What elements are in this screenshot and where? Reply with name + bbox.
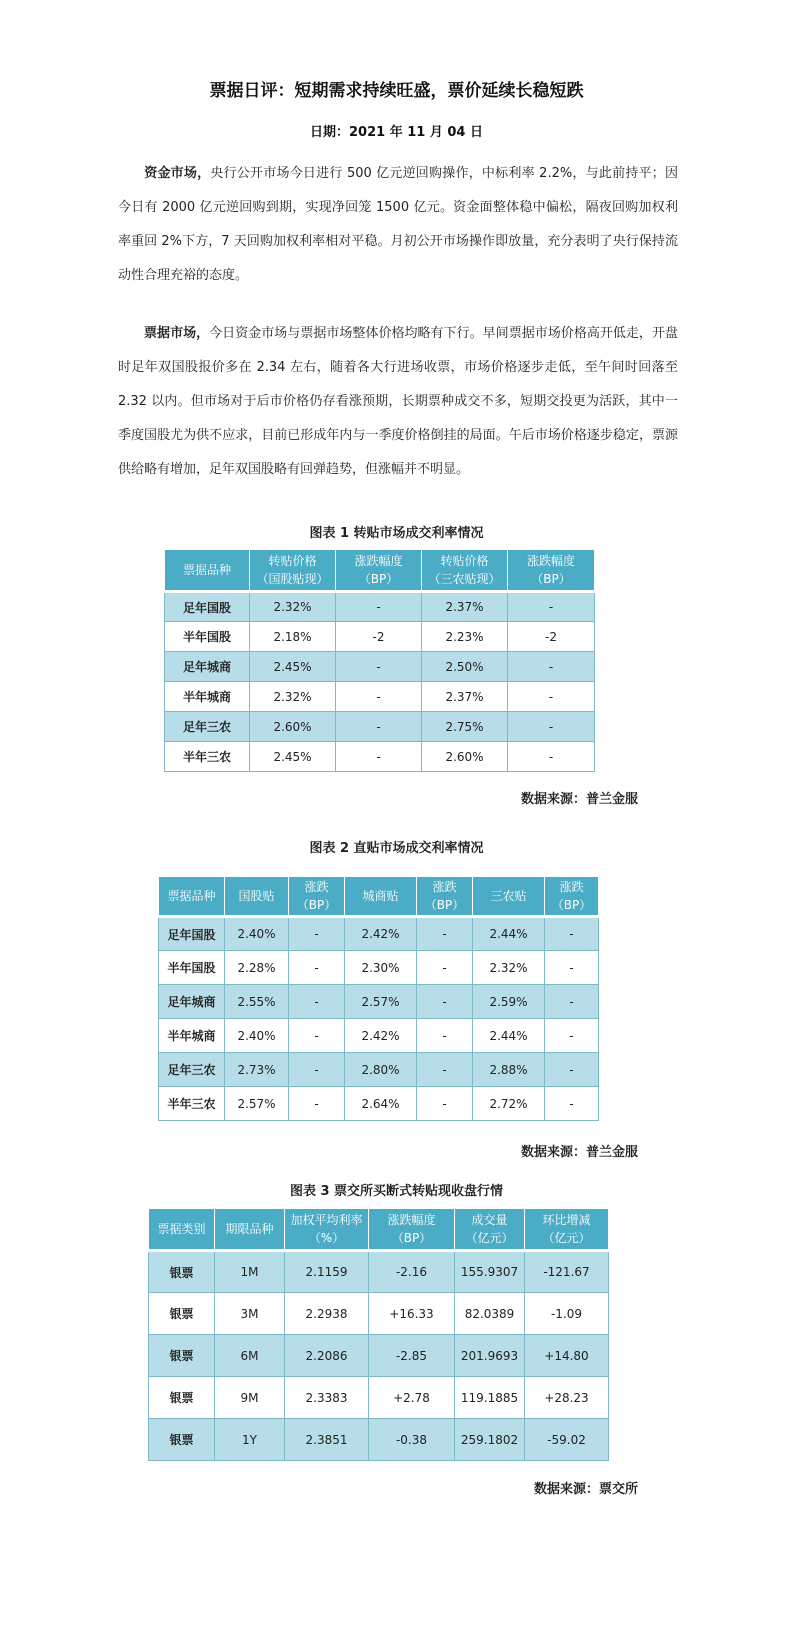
table3-row-label: 银票: [149, 1335, 215, 1377]
table2-cell: -: [417, 985, 473, 1019]
table2-cell: 2.55%: [225, 985, 289, 1019]
table1-cell: 2.18%: [250, 622, 336, 652]
table3-header-cell: 成交量 （亿元）: [455, 1209, 525, 1251]
table1-header-row: [165, 550, 595, 592]
table1-row: [165, 652, 595, 682]
table3-row: [149, 1251, 609, 1293]
table3-cell: +28.23: [525, 1377, 609, 1419]
table1-source: 数据来源：普兰金服: [521, 792, 639, 807]
table1-cell: -: [336, 742, 422, 772]
table2-row-label: 半年三农: [159, 1087, 225, 1121]
table3-cell: 119.1885: [455, 1377, 525, 1419]
table2-cell: 2.32%: [473, 951, 545, 985]
table3-cell: 2.1159: [285, 1251, 369, 1293]
table1-row-label: 半年城商: [165, 682, 250, 712]
table2-cell: 2.44%: [473, 917, 545, 951]
table2-header-cell: 涨跌 （BP）: [545, 877, 599, 917]
table1-header-cell: 转贴价格 （三农贴现）: [422, 550, 508, 592]
table1-row: [165, 682, 595, 712]
table3-source: 数据来源：票交所: [534, 1482, 639, 1497]
table3-row-label: 银票: [149, 1377, 215, 1419]
table3-header-cell: 加权平均利率 （%）: [285, 1209, 369, 1251]
table3-cell: 1Y: [215, 1419, 285, 1461]
table3-cell: 6M: [215, 1335, 285, 1377]
table2-row-label: 半年国股: [159, 951, 225, 985]
table3-header-cell: 环比增减 （亿元）: [525, 1209, 609, 1251]
table2-cell: 2.80%: [345, 1053, 417, 1087]
table3-title: 图表 3 票交所买断式转贴现收盘行情: [289, 1184, 504, 1199]
table3-header-row: [149, 1209, 609, 1251]
table2-cell: 2.42%: [345, 917, 417, 951]
table1-cell: -: [508, 592, 595, 622]
table3-cell: -2.85: [369, 1335, 455, 1377]
table3-cell: 2.3851: [285, 1419, 369, 1461]
table2-cell: -: [545, 985, 599, 1019]
money-market-lead: 资金市场，: [144, 166, 211, 181]
table1-row-label: 足年国股: [165, 592, 250, 622]
table1-header-cell: 涨跌幅度 （BP）: [336, 550, 422, 592]
table2-header-row: [159, 877, 599, 917]
table2-cell: -: [289, 1019, 345, 1053]
table1-cell: 2.75%: [422, 712, 508, 742]
bill-market-paragraph: [118, 317, 678, 487]
table2-cell: -: [289, 917, 345, 951]
table1-cell: -: [336, 652, 422, 682]
table1-row: [165, 622, 595, 652]
table3-cell: 9M: [215, 1377, 285, 1419]
table2-row: [159, 917, 599, 951]
table2-header-cell: 票据品种: [159, 877, 225, 917]
table2-cell: -: [289, 1087, 345, 1121]
table3-cell: 2.2938: [285, 1293, 369, 1335]
table3-header-cell: 期限品种: [215, 1209, 285, 1251]
table2-cell: -: [289, 985, 345, 1019]
table3-header-cell: 涨跌幅度 （BP）: [369, 1209, 455, 1251]
table1-cell: 2.32%: [250, 682, 336, 712]
table1-cell: -: [336, 592, 422, 622]
table1-cell: 2.37%: [422, 682, 508, 712]
table2-row-label: 足年国股: [159, 917, 225, 951]
table1-rediscount-rates: [164, 549, 595, 772]
table1-row: [165, 712, 595, 742]
table1-cell: -2: [508, 622, 595, 652]
table3-cell: -1.09: [525, 1293, 609, 1335]
table2-title: 图表 2 直贴市场成交利率情况: [309, 841, 484, 856]
table2-cell: 2.57%: [345, 985, 417, 1019]
table1-cell: -: [508, 712, 595, 742]
table1-row: [165, 742, 595, 772]
table2-row: [159, 1087, 599, 1121]
table1-cell: -: [336, 712, 422, 742]
table3-cell: -121.67: [525, 1251, 609, 1293]
table2-cell: 2.64%: [345, 1087, 417, 1121]
table2-cell: -: [417, 917, 473, 951]
table2-row: [159, 951, 599, 985]
table2-cell: 2.44%: [473, 1019, 545, 1053]
table3-cell: 201.9693: [455, 1335, 525, 1377]
table2-cell: 2.72%: [473, 1087, 545, 1121]
table2-cell: -: [545, 1087, 599, 1121]
table3-cell: +16.33: [369, 1293, 455, 1335]
table2-cell: 2.59%: [473, 985, 545, 1019]
table3-header-cell: 票据类别: [149, 1209, 215, 1251]
table3-cell: +14.80: [525, 1335, 609, 1377]
table2-row-label: 足年三农: [159, 1053, 225, 1087]
table2-header-cell: 国股贴: [225, 877, 289, 917]
table1-cell: -: [508, 652, 595, 682]
table2-direct-discount-rates: [158, 876, 599, 1121]
table3-cell: +2.78: [369, 1377, 455, 1419]
table1-header-cell: 涨跌幅度 （BP）: [508, 550, 595, 592]
table2-row-label: 半年城商: [159, 1019, 225, 1053]
table1-cell: 2.50%: [422, 652, 508, 682]
table2-cell: 2.40%: [225, 1019, 289, 1053]
table1-title: 图表 1 转贴市场成交利率情况: [309, 526, 484, 541]
table1-cell: -: [508, 682, 595, 712]
table1-cell: -2: [336, 622, 422, 652]
table1-cell: 2.37%: [422, 592, 508, 622]
table3-row: [149, 1419, 609, 1461]
table2-header-cell: 城商贴: [345, 877, 417, 917]
table2-cell: -: [417, 1053, 473, 1087]
report-date: 日期：2021 年 11 月 04 日: [310, 125, 483, 140]
table3-cell: 155.9307: [455, 1251, 525, 1293]
table3-cell: 2.2086: [285, 1335, 369, 1377]
table2-cell: -: [289, 951, 345, 985]
table3-row: [149, 1293, 609, 1335]
money-market-paragraph: [118, 157, 678, 293]
table1-row-label: 半年国股: [165, 622, 250, 652]
table1-row-label: 半年三农: [165, 742, 250, 772]
table2-header-cell: 涨跌 （BP）: [289, 877, 345, 917]
table2-cell: -: [417, 1087, 473, 1121]
table1-cell: 2.60%: [250, 712, 336, 742]
table2-source: 数据来源：普兰金服: [521, 1145, 639, 1160]
table2-cell: -: [417, 951, 473, 985]
table2-cell: 2.40%: [225, 917, 289, 951]
table3-row: [149, 1335, 609, 1377]
table2-header-cell: 涨跌 （BP）: [417, 877, 473, 917]
bill-market-text: 今日资金市场与票据市场整体价格均略有下行。早间票据市场价格高开低走，开盘时足年双国股报价多在 2.34 左右，随着各大行进场收票，市场价格逐步走低，至午间时回落至 2.32 以内。但市场对于后市价格仍存看涨预期，长期票种成交不多，短期交投更为活跃，其中一季度国股尤为供不应求，目前已形成年内与一季度价格倒挂的局面。午后市场价格逐步稳定，票源供给略有增加，足年双国股略有回弹趋势，但涨幅并不明显。: [118, 326, 678, 477]
table2-row: [159, 1053, 599, 1087]
table3-cell: 259.1802: [455, 1419, 525, 1461]
table2-cell: -: [545, 1019, 599, 1053]
table3-cell: 1M: [215, 1251, 285, 1293]
table3-cell: -2.16: [369, 1251, 455, 1293]
table2-row: [159, 1019, 599, 1053]
table3-cell: -0.38: [369, 1419, 455, 1461]
table2-row-label: 足年城商: [159, 985, 225, 1019]
table1-row: [165, 592, 595, 622]
table3-cell: 3M: [215, 1293, 285, 1335]
table3-exchange-closing-quotes: [148, 1208, 609, 1461]
table3-row-label: 银票: [149, 1293, 215, 1335]
table1-row-label: 足年城商: [165, 652, 250, 682]
money-market-text: 央行公开市场今日进行 500 亿元逆回购操作，中标利率 2.2%，与此前持平；因今日有 2000 亿元逆回购到期，实现净回笼 1500 亿元。资金面整体稳中偏松，隔夜回购加权利率重回 2%下方，7 天回购加权利率相对平稳。月初公开市场操作即放量，充分表明了央行保持流动性合理充裕的态度。: [118, 166, 678, 283]
table2-cell: 2.57%: [225, 1087, 289, 1121]
table1-cell: 2.45%: [250, 652, 336, 682]
table2-cell: -: [417, 1019, 473, 1053]
table1-header-cell: 票据品种: [165, 550, 250, 592]
table1-cell: -: [508, 742, 595, 772]
table2-cell: -: [545, 917, 599, 951]
table2-row: [159, 985, 599, 1019]
table3-cell: 82.0389: [455, 1293, 525, 1335]
table2-header-cell: 三农贴: [473, 877, 545, 917]
table1-cell: 2.32%: [250, 592, 336, 622]
table3-row-label: 银票: [149, 1251, 215, 1293]
table1-cell: 2.45%: [250, 742, 336, 772]
table3-cell: 2.3383: [285, 1377, 369, 1419]
table3-row-label: 银票: [149, 1419, 215, 1461]
table2-cell: 2.88%: [473, 1053, 545, 1087]
table3-row: [149, 1377, 609, 1419]
table2-cell: -: [545, 951, 599, 985]
table3-cell: -59.02: [525, 1419, 609, 1461]
table2-cell: 2.73%: [225, 1053, 289, 1087]
table2-cell: -: [545, 1053, 599, 1087]
bill-market-lead: 票据市场，: [144, 326, 210, 341]
table2-cell: -: [289, 1053, 345, 1087]
page-title: 票据日评：短期需求持续旺盛，票价延续长稳短跌: [209, 81, 584, 101]
table1-header-cell: 转贴价格 （国股贴现）: [250, 550, 336, 592]
table2-cell: 2.30%: [345, 951, 417, 985]
table1-cell: 2.23%: [422, 622, 508, 652]
table2-cell: 2.42%: [345, 1019, 417, 1053]
table1-row-label: 足年三农: [165, 712, 250, 742]
table1-cell: -: [336, 682, 422, 712]
table2-cell: 2.28%: [225, 951, 289, 985]
table1-cell: 2.60%: [422, 742, 508, 772]
